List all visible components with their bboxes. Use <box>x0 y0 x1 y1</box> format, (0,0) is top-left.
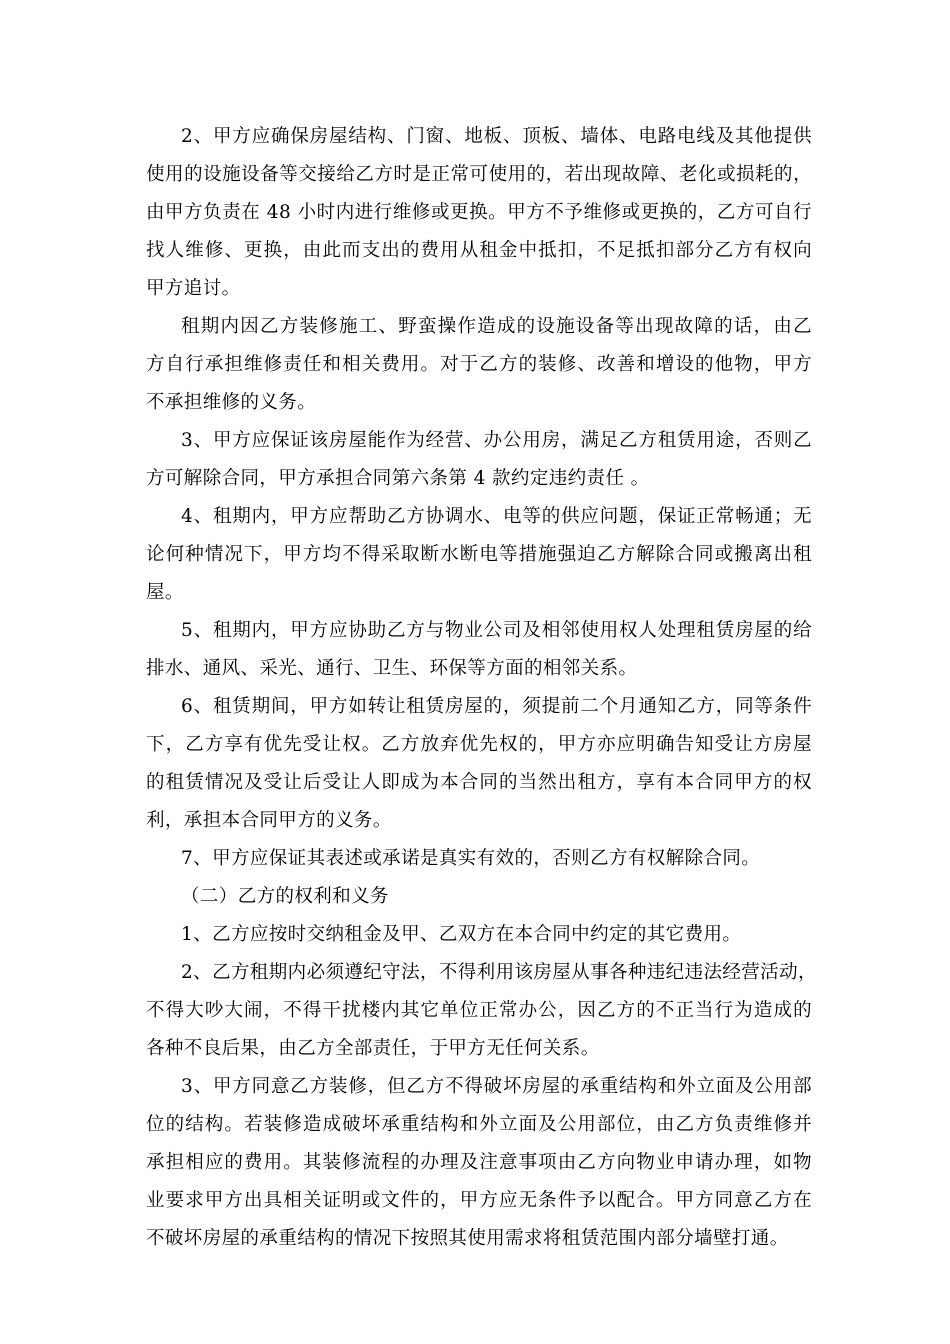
text-line: 4、租期内，甲方应帮助乙方协调水、电等的供应问题，保证正常畅通；无 <box>181 506 812 527</box>
text-line: 方可解除合同，甲方承担合同第六条第 4 款约定违约责任 。 <box>146 468 650 489</box>
section-heading: （二）乙方的权利和义务 <box>181 886 389 907</box>
text-line: 2、乙方租期内必须遵纪守法，不得利用该房屋从事各种违纪违法经营活动， <box>181 962 817 983</box>
text-line: 排水、通风、采光、通行、卫生、环保等方面的相邻关系。 <box>146 658 638 679</box>
text-line: 1、乙方应按时交纳租金及甲、乙双方在本合同中约定的其它费用。 <box>181 924 742 945</box>
text-line: 论何种情况下，甲方均不得采取断水断电等措施强迫乙方解除合同或搬离出租 <box>146 544 812 565</box>
text-line: 业要求甲方出具相关证明或文件的，甲方应无条件予以配合。甲方同意乙方在 <box>146 1190 812 1211</box>
text-line: 甲方追讨。 <box>146 278 241 299</box>
text-line: 不承担维修的义务。 <box>146 392 317 413</box>
text-line: 不破坏房屋的承重结构的情况下按照其使用需求将租赁范围内部分墙壁打通。 <box>146 1228 789 1249</box>
text-line: 屋。 <box>146 582 184 603</box>
text-line: 5、租期内，甲方应协助乙方与物业公司及相邻使用权人处理租赁房屋的给 <box>181 620 812 641</box>
text-line: 各种不良后果，由乙方全部责任，于甲方无任何关系。 <box>146 1038 600 1059</box>
text-line: 2、甲方应确保房屋结构、门窗、地板、顶板、墙体、电路电线及其他提供 <box>181 126 812 147</box>
text-line: 找人维修、更换，由此而支出的费用从租金中抵扣，不足抵扣部分乙方有权向 <box>146 240 812 261</box>
text-line: 由甲方负责在 48 小时内进行维修或更换。甲方不予维修或更换的，乙方可自行 <box>146 202 812 223</box>
text-line: 租期内因乙方装修施工、野蛮操作造成的设施设备等出现故障的话，由乙 <box>181 316 812 337</box>
text-line: 下，乙方享有优先受让权。乙方放弃优先权的，甲方亦应明确告知受让方房屋 <box>146 734 812 755</box>
text-line: 承担相应的费用。其装修流程的办理及注意事项由乙方向物业申请办理，如物 <box>146 1152 812 1173</box>
text-line: 的租赁情况及受让后受让人即成为本合同的当然出租方，享有本合同甲方的权 <box>146 772 812 793</box>
text-line: 利，承担本合同甲方的义务。 <box>146 810 392 831</box>
text-line: 不得大吵大闹，不得干扰楼内其它单位正常办公，因乙方的不正当行为造成的 <box>146 1000 812 1021</box>
text-line: 7、甲方应保证其表述或承诺是真实有效的，否则乙方有权解除合同。 <box>181 848 761 869</box>
text-line: 3、甲方同意乙方装修，但乙方不得破坏房屋的承重结构和外立面及公用部 <box>181 1076 812 1097</box>
text-line: 方自行承担维修责任和相关费用。对于乙方的装修、改善和增设的他物，甲方 <box>146 354 812 375</box>
text-line: 位的结构。若装修造成破坏承重结构和外立面及公用部位，由乙方负责维修并 <box>146 1114 812 1135</box>
text-line: 3、甲方应保证该房屋能作为经营、办公用房，满足乙方租赁用途，否则乙 <box>181 430 812 451</box>
text-line: 6、租赁期间，甲方如转让租赁房屋的，须提前二个月通知乙方，同等条件 <box>181 696 812 717</box>
text-line: 使用的设施设备等交接给乙方时是正常可使用的，若出现故障、老化或损耗的， <box>146 164 812 185</box>
